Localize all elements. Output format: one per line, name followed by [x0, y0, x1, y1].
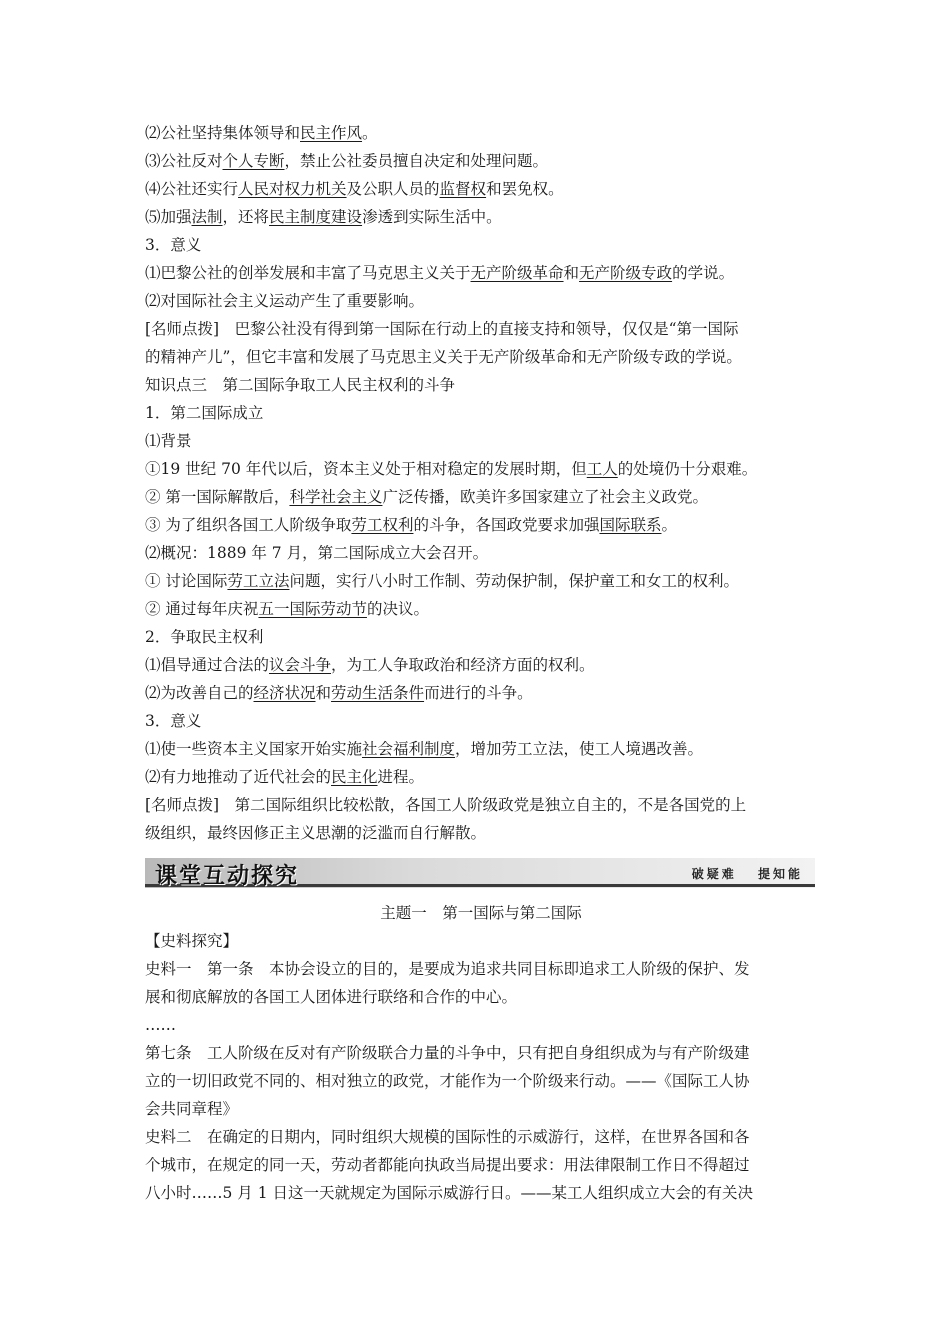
text-run: ⑷公社还实行: [145, 180, 239, 198]
text-run: ⑵对国际社会主义运动产生了重要影响。: [145, 292, 425, 310]
underlined-term: 劳动生活条件: [331, 684, 425, 702]
text-run: 史料二 在确定的日期内，同时组织大规模的国际性的示威游行，这样，在世界各国和各: [145, 1128, 750, 1146]
text-run: 2．争取民主权利: [145, 628, 264, 646]
text-line: [145, 739, 817, 759]
text-run: [名师点拨] 巴黎公社没有得到第一国际在行动上的直接支持和领导，仅仅是“第一国际: [145, 320, 739, 338]
underlined-term: 监督权: [439, 180, 487, 198]
text-line: [145, 1043, 817, 1063]
text-run: ② 通过每年庆祝: [145, 600, 259, 618]
text-line: [145, 1099, 817, 1119]
text-run: ，还将: [222, 208, 270, 226]
banner-tagline-1: 破疑难: [691, 867, 737, 881]
text-line: [145, 795, 817, 815]
text-run: 会共同章程》: [145, 1100, 239, 1118]
text-line: [145, 987, 817, 1007]
text-line: [145, 1127, 817, 1147]
text-run: 展和彻底解放的各国工人团体进行联络和合作的中心。: [145, 988, 518, 1006]
text-line: [145, 123, 817, 143]
underlined-term: 劳工立法: [227, 572, 290, 590]
text-line: [145, 1071, 817, 1091]
text-run: 的决议。: [366, 600, 429, 618]
text-line: [145, 1183, 817, 1203]
text-run: ，禁止公社委员擅自决定和处理问题。: [284, 152, 549, 170]
underlined-term: 五一国际劳动节: [258, 600, 367, 618]
text-run: ⑵有力地推动了近代社会的: [145, 768, 332, 786]
text-line: [145, 291, 817, 311]
text-line: [145, 543, 817, 563]
text-line: [145, 711, 817, 731]
text-line: [145, 683, 817, 703]
text-run: ……: [145, 1016, 176, 1034]
text-run: ⑵概况：1889 年 7 月，第二国际成立大会召开。: [145, 544, 489, 562]
text-run: ，为工人争取政治和经济方面的权利。: [331, 656, 595, 674]
underlined-term: 民主作风: [300, 124, 363, 142]
underlined-term: 民主制度建设: [269, 208, 363, 226]
text-run: ①19 世纪 70 年代以后，资本主义处于相对稳定的发展时期，但: [145, 460, 587, 478]
text-run: ⑴背景: [145, 432, 192, 450]
text-run: 的处境仍十分艰难。: [617, 460, 758, 478]
banner-tagline: [692, 865, 803, 882]
text-line: [145, 767, 817, 787]
text-line: [145, 1155, 817, 1175]
text-run: 第七条 工人阶级在反对有产阶级联合力量的斗争中，只有把自身组织成为与有产阶级建: [145, 1044, 750, 1062]
underlined-term: 国际联系: [599, 516, 662, 534]
text-run: 问题，实行八小时工作制、劳动保护制，保护童工和女工的权利。: [289, 572, 739, 590]
text-run: 的学说。: [672, 264, 735, 282]
text-run: 知识点三 第二国际争取工人民主权利的斗争: [145, 376, 456, 394]
underlined-term: 经济状况: [253, 684, 316, 702]
text-line: [145, 627, 817, 647]
text-run: 史料一 第一条 本协会设立的目的，是要成为追求共同目标即追求工人阶级的保护、发: [145, 960, 750, 978]
text-run: 的精神产儿”，但它丰富和发展了马克思主义关于无产阶级革命和无产阶级专政的学说。: [145, 348, 742, 366]
text-line: [145, 431, 817, 451]
text-run: [名师点拨] 第二国际组织比较松散，各国工人阶级政党是独立自主的，不是各国党的上: [145, 796, 747, 814]
underlined-term: 民主化: [331, 768, 378, 786]
text-line: [145, 823, 817, 843]
underlined-term: 议会斗争: [269, 656, 332, 674]
underlined-term: 无产阶级专政: [579, 264, 673, 282]
text-run: ① 讨论国际: [145, 572, 228, 590]
text-line: [145, 263, 817, 283]
text-run: 主题一 第一国际与第二国际: [380, 904, 582, 922]
text-run: ⑸加强: [145, 208, 192, 226]
underlined-term: 人民对权力机关: [238, 180, 347, 198]
text-run: 级组织，最终因修正主义思潮的泛滥而自行解散。: [145, 824, 487, 842]
text-line: [145, 207, 817, 227]
text-run: 八小时……5 月 1 日这一天就规定为国际示威游行日。——某工人组织成立大会的有关决: [145, 1184, 754, 1202]
text-run: ⑴使一些资本主义国家开始实施: [145, 740, 363, 758]
text-run: ⑵公社坚持集体领导和: [145, 124, 301, 142]
banner-tagline-2: 提知能: [757, 867, 803, 881]
text-run: 3．意义: [145, 712, 202, 730]
underlined-term: 个人专断: [222, 152, 285, 170]
text-run: 和罢免权。: [486, 180, 564, 198]
text-run: 进程。: [377, 768, 425, 786]
text-run: 渗透到实际生活中。: [362, 208, 502, 226]
text-line: [145, 235, 817, 255]
text-run: ，增加劳工立法，使工人境遇改善。: [455, 740, 704, 758]
text-run: ⑴巴黎公社的创举发展和丰富了马克思主义关于: [145, 264, 471, 282]
text-run: 和: [563, 264, 580, 282]
text-line: [145, 959, 817, 979]
text-run: 及公职人员的: [346, 180, 440, 198]
text-run: 。: [661, 516, 677, 534]
section-banner: [145, 858, 815, 888]
text-line: [145, 571, 817, 591]
text-line: [145, 151, 817, 171]
text-line: [145, 655, 817, 675]
text-line: [145, 179, 817, 199]
text-run: 。: [362, 124, 378, 142]
text-run: 个城市，在规定的同一天，劳动者都能向执政当局提出要求：用法律限制工作日不得超过: [145, 1156, 750, 1174]
text-line: [145, 1015, 817, 1035]
text-run: 【史料探究】: [145, 932, 239, 950]
underlined-term: 工人: [586, 460, 618, 478]
underlined-term: 社会福利制度: [362, 740, 456, 758]
text-run: 和: [315, 684, 332, 702]
text-line: [145, 459, 817, 479]
text-run: 广泛传播，欧美许多国家建立了社会主义政党。: [382, 488, 708, 506]
text-line: [145, 515, 817, 535]
text-line: [145, 347, 817, 367]
text-run: 的斗争，各国政党要求加强: [413, 516, 600, 534]
text-line: [145, 487, 817, 507]
text-line: [145, 931, 817, 951]
underlined-term: 科学社会主义: [289, 488, 383, 506]
text-run: ⑶公社反对: [145, 152, 223, 170]
text-line: [145, 319, 817, 339]
text-run: ③ 为了组织各国工人阶级争取: [145, 516, 352, 534]
text-run: 3．意义: [145, 236, 202, 254]
text-run: ⑴倡导通过合法的: [145, 656, 270, 674]
text-line: [145, 599, 817, 619]
text-run: 而进行的斗争。: [424, 684, 533, 702]
underlined-term: 劳工权利: [351, 516, 414, 534]
underlined-term: 法制: [191, 208, 223, 226]
banner-title: 课堂互动探究: [155, 863, 300, 889]
text-line: [145, 903, 817, 923]
text-line: [145, 403, 817, 423]
text-run: ⑵为改善自己的: [145, 684, 254, 702]
underlined-term: 无产阶级革命: [470, 264, 564, 282]
text-run: 立的一切旧政党不同的、相对独立的政党，才能作为一个阶级来行动。——《国际工人协: [145, 1072, 750, 1090]
text-run: ② 第一国际解散后，: [145, 488, 290, 506]
text-line: [145, 375, 817, 395]
text-run: 1．第二国际成立: [145, 404, 264, 422]
